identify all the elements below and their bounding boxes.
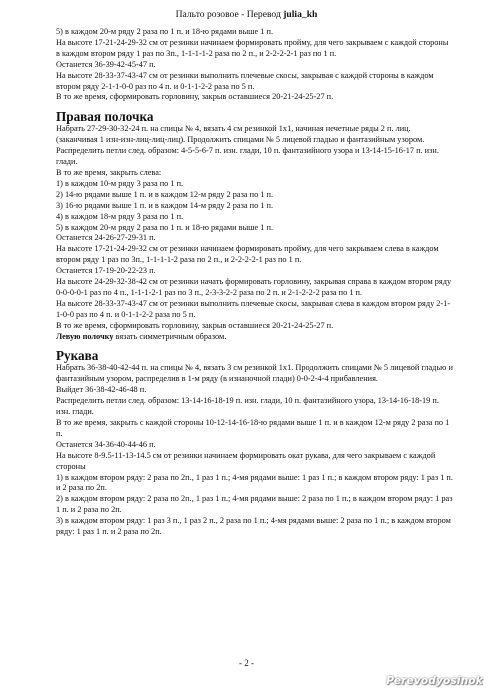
paragraph: 5) в каждом 20-м ряду 2 раза по 1 п. и 18-ю рядами выше 1 п. <box>56 27 274 36</box>
paragraph-left-front-note <box>56 332 454 343</box>
paragraph: 1) в каждом 10-м ряду 3 раза по 1 п. <box>56 178 184 188</box>
paragraph: На высоте 17-21-24-29-32 см от резинки начинаем формировать пройму, для чего закрываем слева в каждом втором ряду 1 раз по 3п., 1-1-1-1-2 раза по 2 п., и 2-2-2-2-1 раз по 1 п. <box>56 244 439 265</box>
translation-label: Перевод <box>246 9 284 20</box>
section-heading-sleeves: Рукава <box>56 348 99 364</box>
paragraph: На высоте 24-29-32-38-42 см от резинки начать формировать горловину, закрывая справа в каждом втором ряду 0-0-0-0-1 раз по 4 п., 1-1-1-2-1 раз по 3 п., 2-3-3-2-2 раза по 2 п. и 2-1-2-2-2 раза по 1 п. <box>56 277 452 297</box>
paragraph: Распределить петли след. образом: 4-5-5-6-7 п. изн. глади, 10 п. фантазийного узора и 13-14-15-16-17 п. изн. глади. <box>56 146 439 167</box>
translator-name: julia_kh <box>283 9 318 20</box>
paragraph: На высоте 8-9.5-11-13-14.5 см от резинки начинаем формировать окат рукава, для чего закрываем с каждой стороны <box>56 450 436 471</box>
left-front-bold-label: Левую полочку <box>56 331 114 341</box>
paragraph: На высоте 28-33-37-43-47 см от резинки выполнить плечевые скосы, закрывая слева в каждом втором ряду 2-1-1-0-0 раз по 4 п. и 0-1-1-2-2 раза по 5 п. <box>56 298 451 319</box>
paragraph: В то же время, сформировать горловину, закрыв оставшиеся 20-21-24-25-27 п. <box>56 320 334 330</box>
document-title: Пальто розовое <box>175 9 239 20</box>
paragraph: На высоте 17-21-24-29-32 см от резинки начинаем формировать пройму, для чего закрываем с каждой стороны в каждом втором ряду 1 раз по 3п., 1-1-1-1-2 раза по 2 п., и 2-2-2-2-1 раз по 1 п. <box>56 37 449 58</box>
page-number: - 2 - <box>239 658 254 668</box>
paragraph: Останется 34-36-40-44-46 п. <box>56 439 156 449</box>
paragraph: В то же время, закрыть с каждой стороны 10-12-14-16-18-ю рядами выше 1 п. и в каждом 12-м ряду 2 раза по 1 п. <box>56 418 450 438</box>
paragraph: Останется 36-39-42-45-47 п. <box>56 59 156 69</box>
paragraph: Распределить петли след. образом: 13-14-16-18-19 п. изн. глади, 10 п. фантазийного узора, 13-14-16-18-19 п. изн. глади. <box>56 396 439 417</box>
title-separator: - <box>238 9 247 20</box>
paragraph: 4) в каждом 18-м ряду 3 раза по 1 п. <box>56 211 184 221</box>
paragraph: Набрать 27-29-30-32-24 п. на спицы № 4, вязать 4 см резинкой 1х1, начиная нечетные ряды 2 п. лиц. (заканчивая 1 изн-изн-лиц-лиц-лиц). Продолжить спицами № 5 лицевой гладью и фантазийным узором. <box>56 124 425 145</box>
site-watermark: Perevodyosinok <box>386 675 483 687</box>
paragraph: В то же время, закрыть слева: <box>56 167 162 177</box>
paragraph: Останется 17-19-20-22-23 п. <box>56 266 156 276</box>
paragraph: 3) в каждом втором ряду: 1 раз 3 п., 1 раз 2 п., 2 раза по 1 п.; 4-мя рядами выше: 2 раза по 1 п.; в каждом втором ряду: 1 раз 1 п. и 2 раза по 2п. <box>56 516 451 537</box>
paragraph: 2) в каждом втором ряду: 2 раза по 2п., 1 раз 1 п.; 4-мя рядами выше: 2 раза по 1 п.; в каждом втором ряду: 1 раз 1 п. и 2 раза по 2п. <box>56 494 453 515</box>
paragraph: 5) в каждом 20-м ряду 2 раза по 1 п. и 18-ю рядами выше 1 п. <box>56 222 274 232</box>
paragraph: 2) 14-ю рядами выше 1 п. и в каждом 12-м ряду 2 раза по 1 п. <box>56 189 274 199</box>
paragraph: Выйдет 36-38-42-46-48 п. <box>56 385 147 395</box>
paragraph: 3) 16-ю рядами выше 1 п. и в каждом 14-м ряду 2 раза по 1 п. <box>56 200 274 210</box>
paragraph: 1) в каждом втором ряду: 2 раза по 2п., 1 раз 1 п.; 4-мя рядами выше: 1 раз 1 п.; в каждом втором ряду: 1 раз 1 п. и 2 раза по 2п. <box>56 472 453 493</box>
page-header <box>0 9 493 21</box>
section-heading-right-front: Правая полочка <box>56 109 154 125</box>
document-body <box>56 27 454 538</box>
paragraph: Останется 24-26-27-29-31 п. <box>56 233 156 243</box>
left-front-note-text: вязать симметричным образом. <box>113 331 227 341</box>
paragraph: На высоте 28-33-37-43-47 см от резинки выполнить плечевые скосы, закрывая с каждой стороны в каждом втором ряду 2-1-1-0-0 раз по 4 п. и 0-1-1-2-2 раза по 5 п. <box>56 70 434 91</box>
paragraph: В то же время, сформировать горловину, закрыв оставшиеся 20-21-24-25-27 п. <box>56 92 334 102</box>
paragraph: Набрать 36-38-40-42-44 п. на спицы № 4, вязать 3 см резинкой 1х1. Продолжить спицами № 5 лицевой гладью и фантазийным узором, распределив в 1-м ряду (в изнаночной глади) 0-0-2-4-4 прибавления. <box>56 363 453 384</box>
